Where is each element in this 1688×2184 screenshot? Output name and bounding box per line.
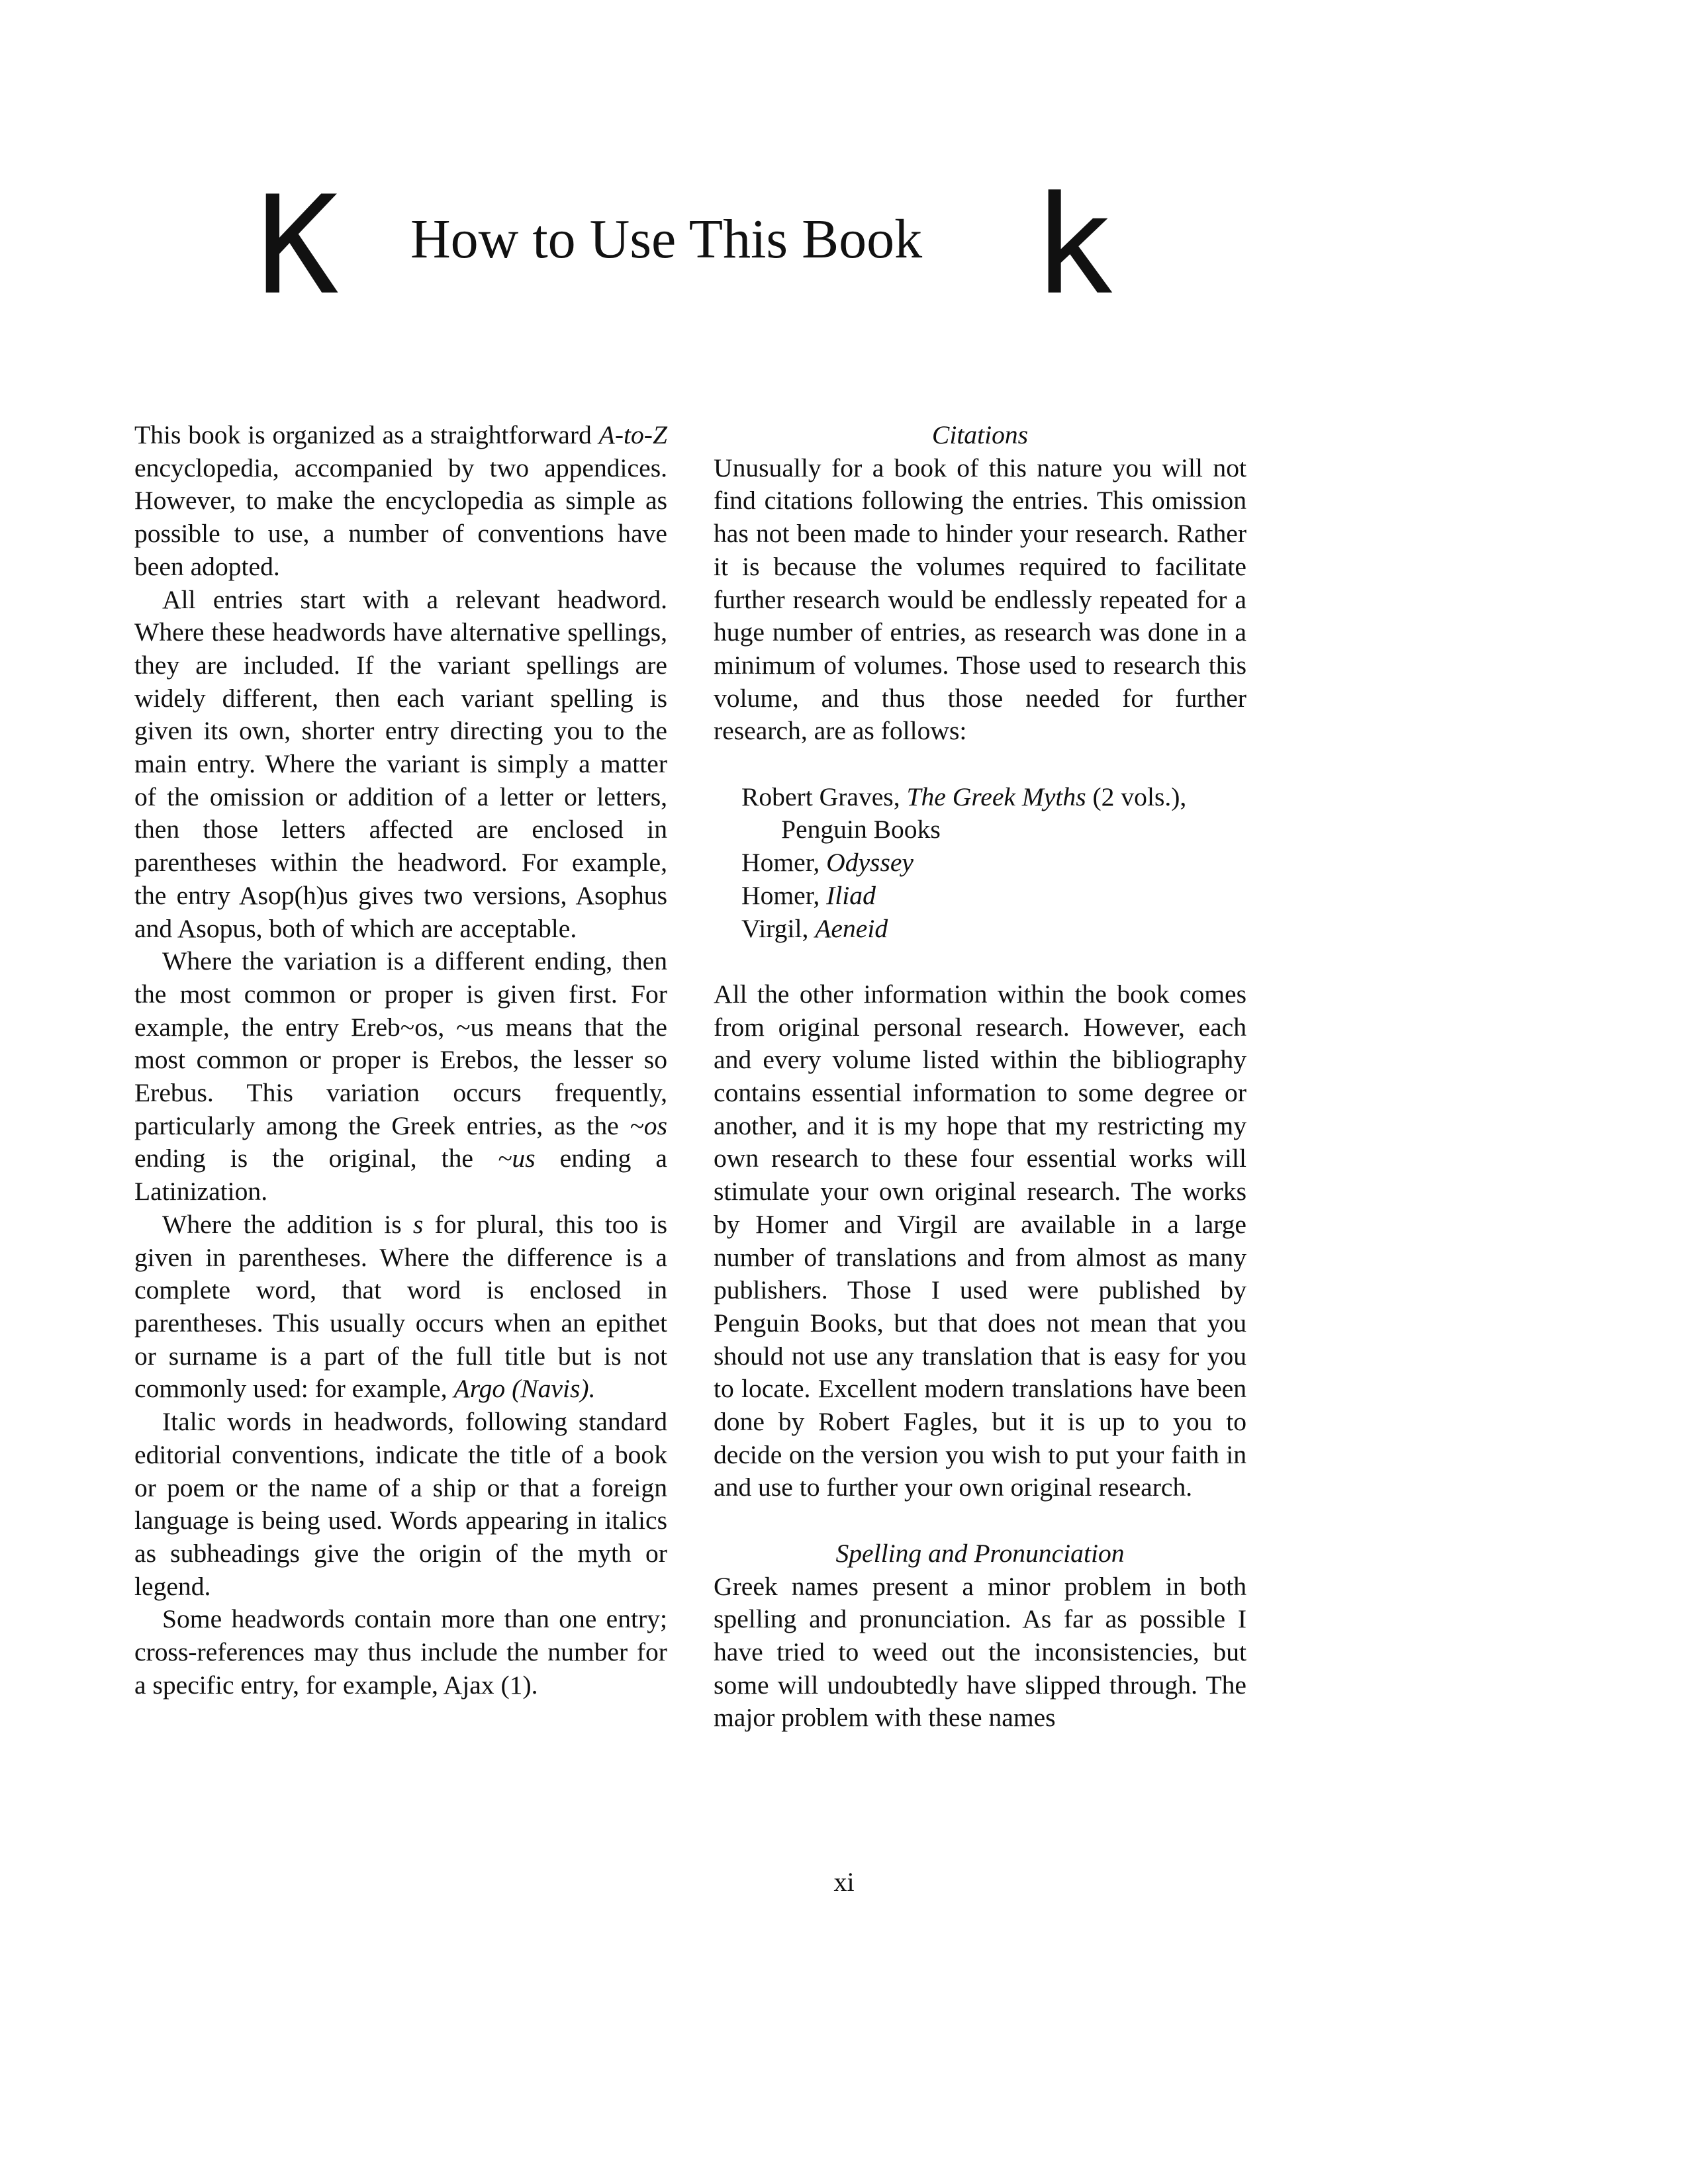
variation-paragraph: Where the variation is a different ending, then the most common or proper is given first. For example, the entry Ereb~os, ~us means that the most common or proper is Erebos, the lesser so Erebus. This variation occurs frequently, particularly among the Greek entries, as the ~os ending is the original, the ~us ending a Latinization.: [134, 946, 667, 1206]
bibliography-entry: Robert Graves, The Greek Myths (2 vols.), Penguin Books: [741, 782, 1187, 844]
citations-heading: Citations: [931, 420, 1029, 449]
italics-paragraph: Italic words in headwords, following standard editorial conventions, indicate the title of a book or poem or the name of a ship or that a foreign language is being used. Words appearing in italics as subheadings give the origin of the myth or legend.: [134, 1407, 667, 1601]
decorative-initial-right: k: [1033, 167, 1115, 325]
chapter-title: How to Use This Book: [410, 208, 923, 270]
bibliography-entry: Homer, Odyssey: [741, 848, 914, 878]
bibliography-list: [741, 781, 1246, 946]
headword-paragraph: All entries start with a relevant headword. Where these headwords have alternative spellings, they are included. If the variant spellings are widely different, then each variant spelling is given its own, shorter entry directing you to the main entry. Where the variant is simply a matter of the omission or addition of a letter or letters, then those letters affected are enclosed in parentheses within the headword. For example, the entry Asop(h)us gives two versions, Asophus and Asopus, both of which are acceptable.: [134, 584, 667, 943]
intro-paragraph: This book is organized as a straightforward A-to-Z encyclopedia, accompanied by two appendices. However, to make the encyclopedia as simple as possible to use, a number of conventions have been adopted.: [134, 420, 667, 581]
chapter-header: [0, 167, 1688, 325]
bibliography-entry: Virgil, Aeneid: [741, 913, 888, 943]
plural-paragraph: Where the addition is s for plural, this too is given in parentheses. Where the difference is a complete word, that word is enclosed in parentheses. This usually occurs when an epithet or surname is a part of the full title but is not commonly used: for example, Argo (Navis).: [134, 1209, 667, 1404]
bibliography-entry: Homer, Iliad: [741, 880, 876, 910]
right-column: [714, 419, 1246, 1735]
research-paragraph: All the other information within the book comes from original personal research. However, each and every volume listed within the bibliography contains essential information to some degree or another, and it is my hope that my restricting my own research to these four essential works will stimulate your own original research. The works by Homer and Virgil are available in a large number of translations and from almost as many publishers. Those I used were published by Penguin Books, but that does not mean that you should not use any translation that is easy for you to locate. Excellent modern translations have been done by Robert Fagles, but it is up to you to decide on the version you wish to put your faith in and use to further your own original research.: [714, 979, 1246, 1502]
spelling-paragraph: Greek names present a minor problem in both spelling and pronunciation. As far as possible I have tried to weed out the inconsistencies, but some will undoubtedly have slipped through. The major problem with these names: [714, 1571, 1246, 1733]
decorative-initial-left: K: [257, 167, 339, 325]
citations-paragraph: Unusually for a book of this nature you will not find citations following the entries. This omission has not been made to hinder your research. Rather it is because the volumes required to facilitate further research would be endlessly repeated for a huge number of entries, as research was done in a minimum of volumes. Those used to research this volume, and thus those needed for further research, are as follows:: [714, 453, 1246, 746]
cross-reference-paragraph: Some headwords contain more than one entry; cross-references may thus include the number for a specific entry, for example, Ajax (1).: [134, 1604, 667, 1700]
left-column: [134, 419, 667, 1702]
page-number: xi: [833, 1867, 855, 1897]
spelling-heading: Spelling and Pronunciation: [835, 1538, 1125, 1568]
